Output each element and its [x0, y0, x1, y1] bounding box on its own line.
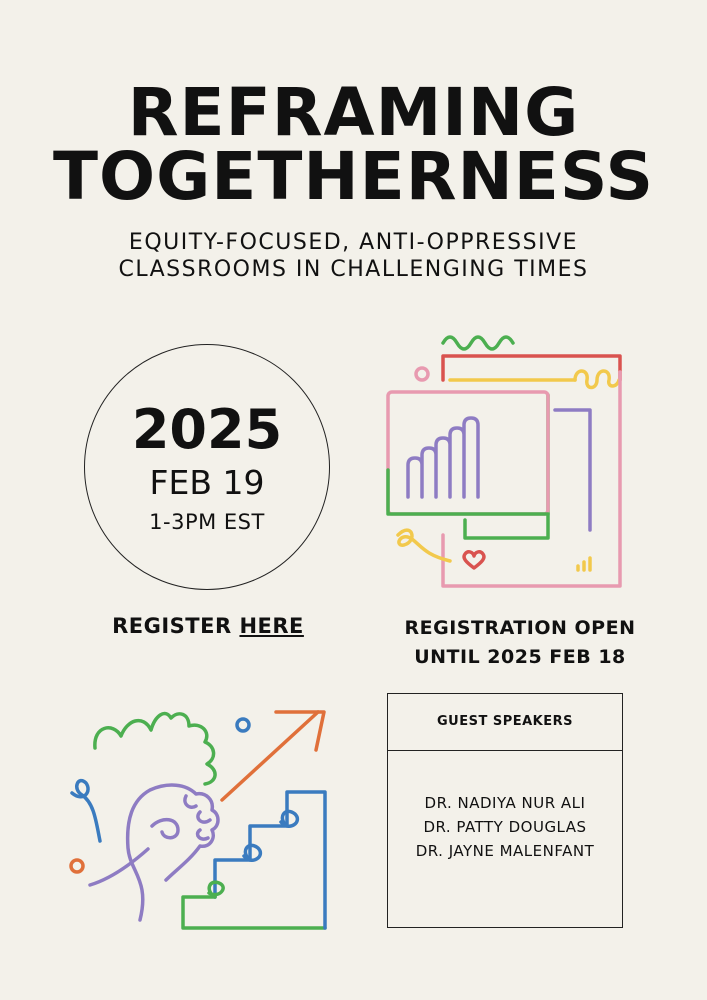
registration-open-line-2: UNTIL 2025 FEB 18 — [414, 646, 626, 668]
blue-small-circle — [237, 719, 249, 731]
register-here-link[interactable]: HERE — [239, 614, 304, 638]
speaker-name-3: DR. JAYNE MALENFANT — [415, 842, 595, 860]
register-prefix: REGISTER — [112, 614, 240, 638]
title-line-1: REFRAMING — [127, 74, 580, 151]
blue-stairs — [215, 792, 325, 928]
purple-fist — [90, 785, 218, 920]
subtitle-line-2: CLASSROOMS IN CHALLENGING TIMES — [118, 257, 589, 282]
event-year: 2025 — [131, 398, 283, 461]
blue-stair-loops — [244, 811, 297, 860]
subtitle-line-1: EQUITY-FOCUSED, ANTI-OPPRESSIVE — [128, 230, 579, 255]
guest-speakers-heading: GUEST SPEAKERS — [387, 693, 623, 751]
speaker-name-1: DR. NADIYA NUR ALI — [424, 794, 586, 812]
blue-curl-left — [72, 781, 100, 841]
orange-small-circle — [71, 860, 83, 872]
title-line-2: TOGETHERNESS — [53, 138, 654, 215]
green-scalloped-arc — [95, 714, 215, 784]
event-date: FEB 19 — [149, 463, 265, 502]
event-time: 1-3PM EST — [149, 510, 265, 534]
registration-open-line-1: REGISTRATION OPEN — [404, 617, 636, 639]
speaker-name-2: DR. PATTY DOUGLAS — [423, 818, 587, 836]
green-stairs — [183, 897, 325, 928]
